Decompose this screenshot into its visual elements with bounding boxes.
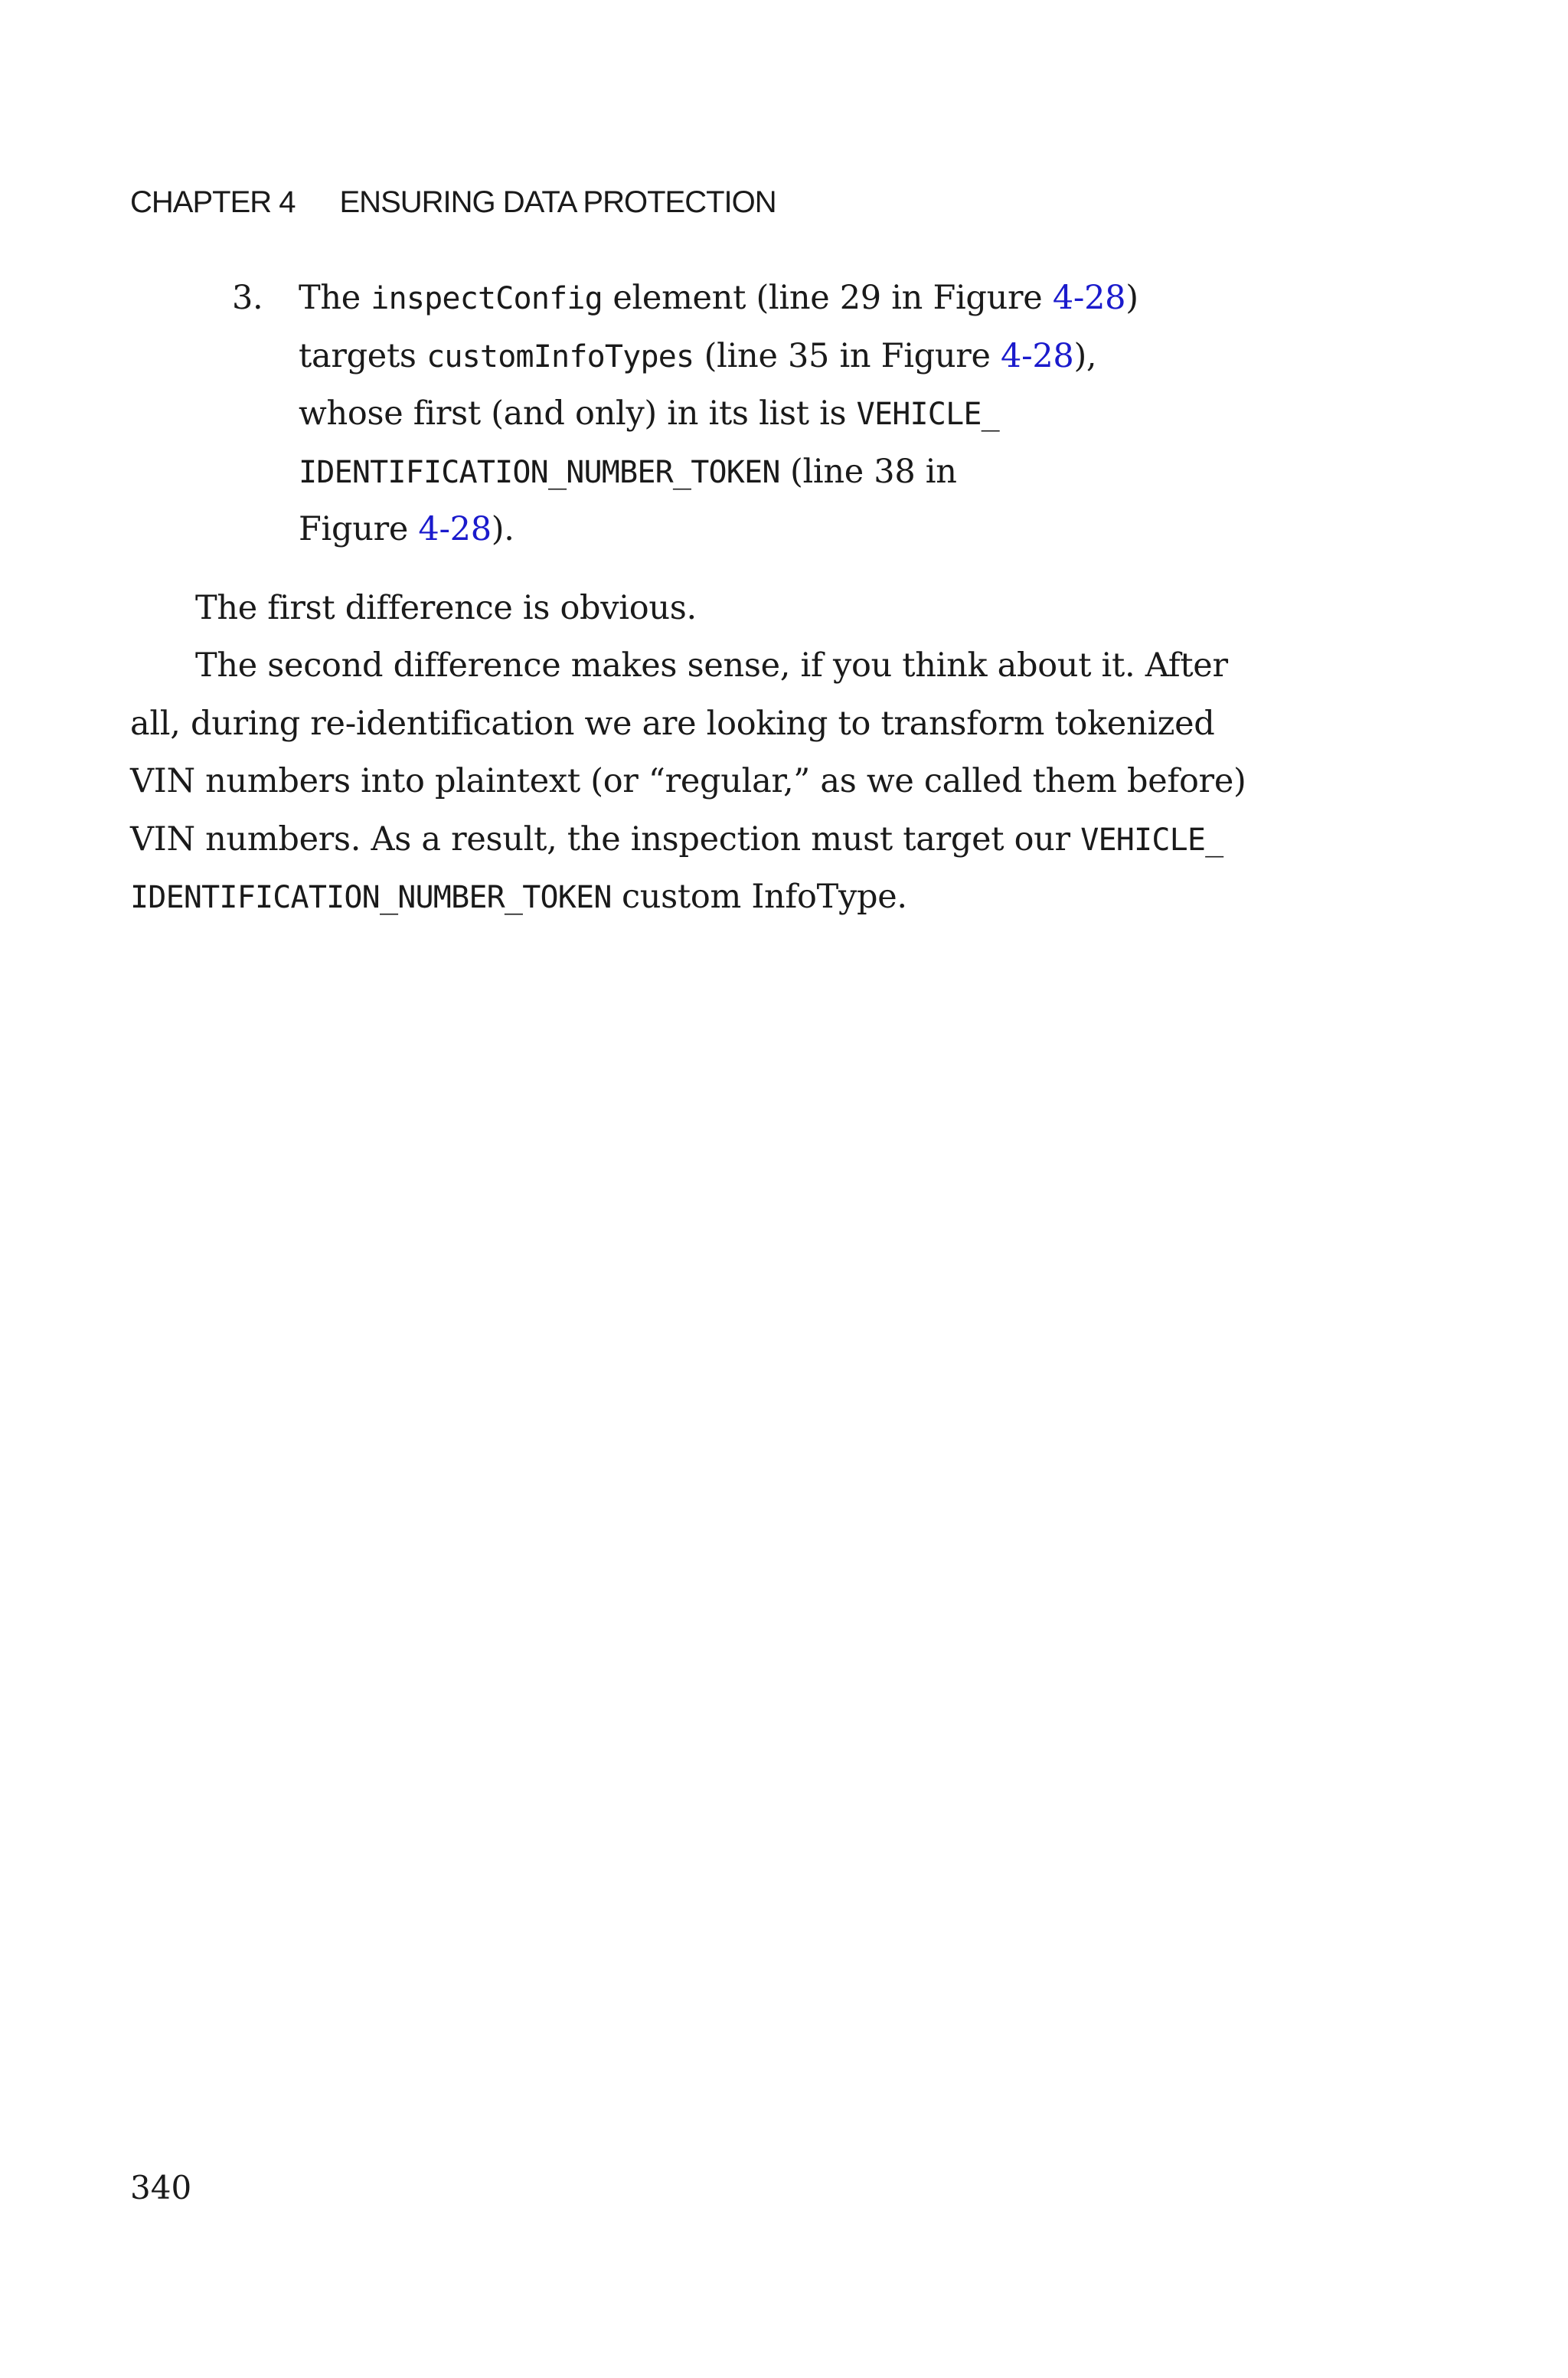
list-item-body — [299, 270, 1138, 559]
text-run: ), — [1073, 336, 1097, 375]
inline-code: inspectConfig — [371, 281, 603, 316]
text-run: The — [299, 279, 371, 317]
text-line — [299, 270, 1138, 328]
text-line — [130, 753, 1246, 811]
inline-code: customInfoTypes — [426, 339, 694, 375]
text-run: element (line 29 in Figure — [602, 279, 1053, 317]
text-run: custom InfoType. — [611, 878, 907, 916]
paragraph — [130, 637, 1246, 927]
paragraph-line: The first difference is obvious. — [195, 589, 697, 627]
figure-reference-link[interactable]: 4-28 — [1052, 279, 1126, 317]
running-head — [130, 185, 776, 220]
text-line — [299, 443, 1138, 502]
text-line — [130, 637, 1246, 695]
text-run: targets — [299, 336, 427, 375]
text-run: ). — [491, 510, 514, 548]
page-number: 340 — [130, 2169, 192, 2206]
text-run: all, during re-identification we are looking to transform tokenized — [130, 704, 1215, 743]
chapter-title: ENSURING DATA PROTECTION — [339, 185, 776, 219]
text-run: (line 35 in Figure — [694, 336, 1001, 375]
text-line — [299, 501, 1138, 559]
inline-code: VEHICLE_ — [856, 397, 999, 432]
inline-code: IDENTIFICATION_NUMBER_TOKEN — [130, 880, 612, 915]
text-run: VIN numbers. As a result, the inspection must target our — [130, 819, 1081, 859]
text-run: (line 38 in — [779, 452, 957, 491]
text-line — [130, 695, 1246, 754]
text-line — [130, 868, 1246, 927]
text-run: ) — [1125, 279, 1138, 317]
text-line — [130, 811, 1246, 869]
text-run: VIN numbers into plaintext (or “regular,” as we called them before) — [130, 762, 1246, 800]
text-line — [299, 385, 1138, 443]
paragraph — [130, 580, 697, 638]
inline-code: VEHICLE_ — [1080, 822, 1223, 858]
text-run: Figure — [299, 510, 419, 548]
figure-reference-link[interactable]: 4-28 — [418, 510, 492, 548]
text-run: The second difference makes sense, if you think about it. After — [195, 646, 1228, 685]
text-line — [299, 328, 1138, 386]
figure-reference-link[interactable]: 4-28 — [1001, 336, 1074, 375]
chapter-label: CHAPTER 4 — [130, 185, 296, 219]
inline-code: IDENTIFICATION_NUMBER_TOKEN — [299, 454, 780, 490]
list-item-number: 3. — [232, 279, 263, 317]
text-run: whose first (and only) in its list is — [299, 394, 857, 433]
